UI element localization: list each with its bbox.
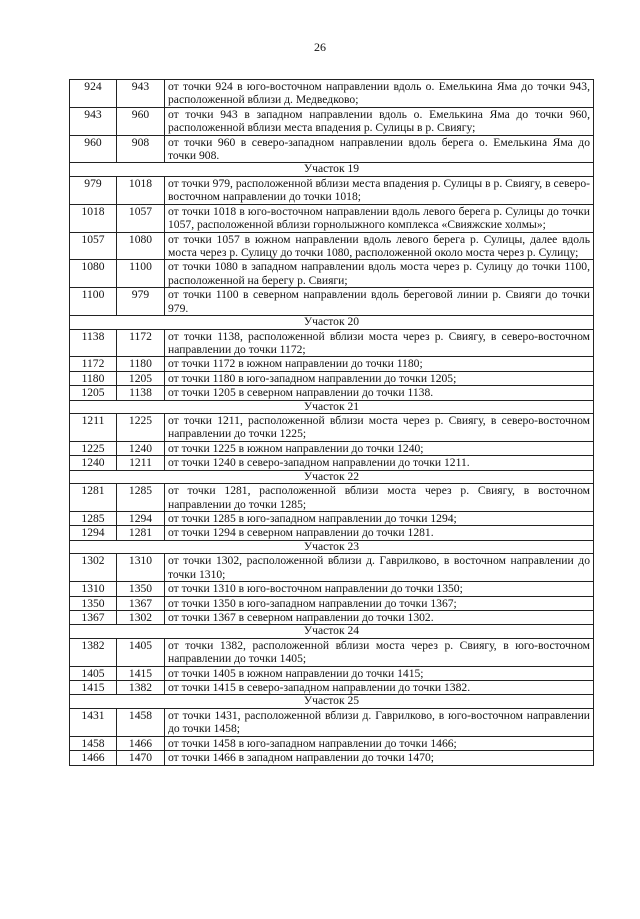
section-title: Участок 20 (70, 316, 594, 330)
description-cell: от точки 979, расположенной вблизи места впадения р. Сулицы в р. Свиягу, в северо-восточном направлении до точки 1018; (165, 176, 594, 204)
from-point-cell: 1080 (70, 260, 117, 288)
from-point-cell: 1211 (70, 414, 117, 442)
table-row (70, 135, 594, 163)
to-point-cell: 979 (117, 288, 165, 316)
description-cell: от точки 1382, расположенной вблизи моста через р. Свиягу, в юго-восточном направлении до точки 1405; (165, 638, 594, 666)
description-cell: от точки 1057 в южном направлении вдоль левого берега р. Сулицы, далее вдоль моста через р. Сулицу до точки 1080, расположенной около моста через р. Сулицу; (165, 232, 594, 260)
section-title: Участок 22 (70, 470, 594, 484)
from-point-cell: 1310 (70, 582, 117, 596)
description-cell: от точки 1302, расположенной вблизи д. Гаврилково, в восточном направлении до точки 1310; (165, 554, 594, 582)
description-cell: от точки 1138, расположенной вблизи моста через р. Свиягу, в северо-восточном направлении до точки 1172; (165, 329, 594, 357)
description-cell: от точки 1415 в северо-западном направлении до точки 1382. (165, 681, 594, 695)
from-point-cell: 1172 (70, 357, 117, 371)
section-title: Участок 25 (70, 695, 594, 709)
from-point-cell: 1281 (70, 484, 117, 512)
from-point-cell: 1466 (70, 751, 117, 765)
to-point-cell: 1080 (117, 232, 165, 260)
page-number: 26 (314, 40, 326, 54)
description-cell: от точки 1367 в северном направлении до точки 1302. (165, 610, 594, 624)
to-point-cell: 1285 (117, 484, 165, 512)
from-point-cell: 1458 (70, 736, 117, 750)
to-point-cell: 1382 (117, 681, 165, 695)
table-row (70, 357, 594, 371)
description-cell: от точки 1458 в юго-западном направлении до точки 1466; (165, 736, 594, 750)
from-point-cell: 1294 (70, 526, 117, 540)
from-point-cell: 1405 (70, 666, 117, 680)
table-row (70, 610, 594, 624)
table-row (70, 681, 594, 695)
from-point-cell: 1225 (70, 441, 117, 455)
section-title: Участок 19 (70, 163, 594, 177)
table-body (70, 80, 594, 766)
to-point-cell: 1350 (117, 582, 165, 596)
description-cell: от точки 1211, расположенной вблизи моста через р. Свиягу, в северо-восточном направлении до точки 1225; (165, 414, 594, 442)
to-point-cell: 1415 (117, 666, 165, 680)
description-cell: от точки 943 в западном направлении вдоль о. Емелькина Яма до точки 960, расположенной вблизи места впадения р. Сулицы в р. Свиягу; (165, 107, 594, 135)
from-point-cell: 1180 (70, 371, 117, 385)
table-row (70, 638, 594, 666)
from-point-cell: 1057 (70, 232, 117, 260)
description-cell: от точки 1225 в южном направлении до точки 1240; (165, 441, 594, 455)
to-point-cell: 1138 (117, 386, 165, 400)
table-row (70, 582, 594, 596)
to-point-cell: 1100 (117, 260, 165, 288)
to-point-cell: 1172 (117, 329, 165, 357)
table-row (70, 484, 594, 512)
section-title: Участок 23 (70, 540, 594, 554)
from-point-cell: 1138 (70, 329, 117, 357)
from-point-cell: 1431 (70, 708, 117, 736)
to-point-cell: 908 (117, 135, 165, 163)
table-row (70, 176, 594, 204)
table-row (70, 80, 594, 108)
table-row (70, 596, 594, 610)
description-cell: от точки 960 в северо-западном направлении вдоль берега о. Емелькина Яма до точки 908. (165, 135, 594, 163)
description-cell: от точки 1281, расположенной вблизи моста через р. Свиягу, в восточном направлении до точки 1285; (165, 484, 594, 512)
table-row (70, 511, 594, 525)
from-point-cell: 960 (70, 135, 117, 163)
from-point-cell: 1240 (70, 456, 117, 470)
to-point-cell: 1281 (117, 526, 165, 540)
from-point-cell: 943 (70, 107, 117, 135)
description-cell: от точки 1172 в южном направлении до точки 1180; (165, 357, 594, 371)
section-header-row (70, 695, 594, 709)
from-point-cell: 1285 (70, 511, 117, 525)
description-cell: от точки 1405 в южном направлении до точки 1415; (165, 666, 594, 680)
table-row (70, 329, 594, 357)
description-cell: от точки 924 в юго-восточном направлении вдоль о. Емелькина Яма до точки 943, расположенной вблизи д. Медведково; (165, 80, 594, 108)
to-point-cell: 943 (117, 80, 165, 108)
description-cell: от точки 1180 в юго-западном направлении до точки 1205; (165, 371, 594, 385)
table-row (70, 441, 594, 455)
to-point-cell: 1240 (117, 441, 165, 455)
to-point-cell: 1458 (117, 708, 165, 736)
table-row (70, 260, 594, 288)
table-row (70, 736, 594, 750)
description-cell: от точки 1205 в северном направлении до точки 1138. (165, 386, 594, 400)
description-cell: от точки 1100 в северном направлении вдоль береговой линии р. Свияги до точки 979. (165, 288, 594, 316)
description-cell: от точки 1080 в западном направлении вдоль моста через р. Сулицу до точки 1100, расположенной на берегу р. Свияги; (165, 260, 594, 288)
from-point-cell: 924 (70, 80, 117, 108)
to-point-cell: 1018 (117, 176, 165, 204)
from-point-cell: 979 (70, 176, 117, 204)
to-point-cell: 1470 (117, 751, 165, 765)
section-header-row (70, 540, 594, 554)
from-point-cell: 1367 (70, 610, 117, 624)
description-cell: от точки 1431, расположенной вблизи д. Гаврилково, в юго-восточном направлении до точки 1458; (165, 708, 594, 736)
to-point-cell: 1405 (117, 638, 165, 666)
to-point-cell: 1205 (117, 371, 165, 385)
description-cell: от точки 1466 в западном направлении до точки 1470; (165, 751, 594, 765)
table-row (70, 371, 594, 385)
section-header-row (70, 625, 594, 639)
section-title: Участок 21 (70, 400, 594, 414)
to-point-cell: 1310 (117, 554, 165, 582)
section-header-row (70, 316, 594, 330)
section-header-row (70, 400, 594, 414)
table-row (70, 107, 594, 135)
from-point-cell: 1350 (70, 596, 117, 610)
table-row (70, 386, 594, 400)
table-row (70, 666, 594, 680)
table-row (70, 414, 594, 442)
description-cell: от точки 1294 в северном направлении до точки 1281. (165, 526, 594, 540)
to-point-cell: 1367 (117, 596, 165, 610)
to-point-cell: 1466 (117, 736, 165, 750)
description-cell: от точки 1285 в юго-западном направлении до точки 1294; (165, 511, 594, 525)
from-point-cell: 1018 (70, 204, 117, 232)
description-cell: от точки 1018 в юго-восточном направлении вдоль левого берега р. Сулицы до точки 1057, расположенной вблизи горнолыжного комплекса «Свияжские холмы»; (165, 204, 594, 232)
section-title: Участок 24 (70, 625, 594, 639)
to-point-cell: 1294 (117, 511, 165, 525)
description-cell: от точки 1350 в юго-западном направлении до точки 1367; (165, 596, 594, 610)
to-point-cell: 960 (117, 107, 165, 135)
to-point-cell: 1057 (117, 204, 165, 232)
table-row (70, 751, 594, 765)
table-row (70, 554, 594, 582)
table-row (70, 288, 594, 316)
from-point-cell: 1100 (70, 288, 117, 316)
from-point-cell: 1415 (70, 681, 117, 695)
table-row (70, 204, 594, 232)
section-header-row (70, 163, 594, 177)
from-point-cell: 1302 (70, 554, 117, 582)
table-row (70, 526, 594, 540)
to-point-cell: 1302 (117, 610, 165, 624)
table-row (70, 232, 594, 260)
description-cell: от точки 1310 в юго-восточном направлении до точки 1350; (165, 582, 594, 596)
boundary-description-table (69, 79, 594, 766)
to-point-cell: 1180 (117, 357, 165, 371)
to-point-cell: 1211 (117, 456, 165, 470)
table-row (70, 708, 594, 736)
to-point-cell: 1225 (117, 414, 165, 442)
from-point-cell: 1205 (70, 386, 117, 400)
from-point-cell: 1382 (70, 638, 117, 666)
description-cell: от точки 1240 в северо-западном направлении до точки 1211. (165, 456, 594, 470)
section-header-row (70, 470, 594, 484)
table-row (70, 456, 594, 470)
